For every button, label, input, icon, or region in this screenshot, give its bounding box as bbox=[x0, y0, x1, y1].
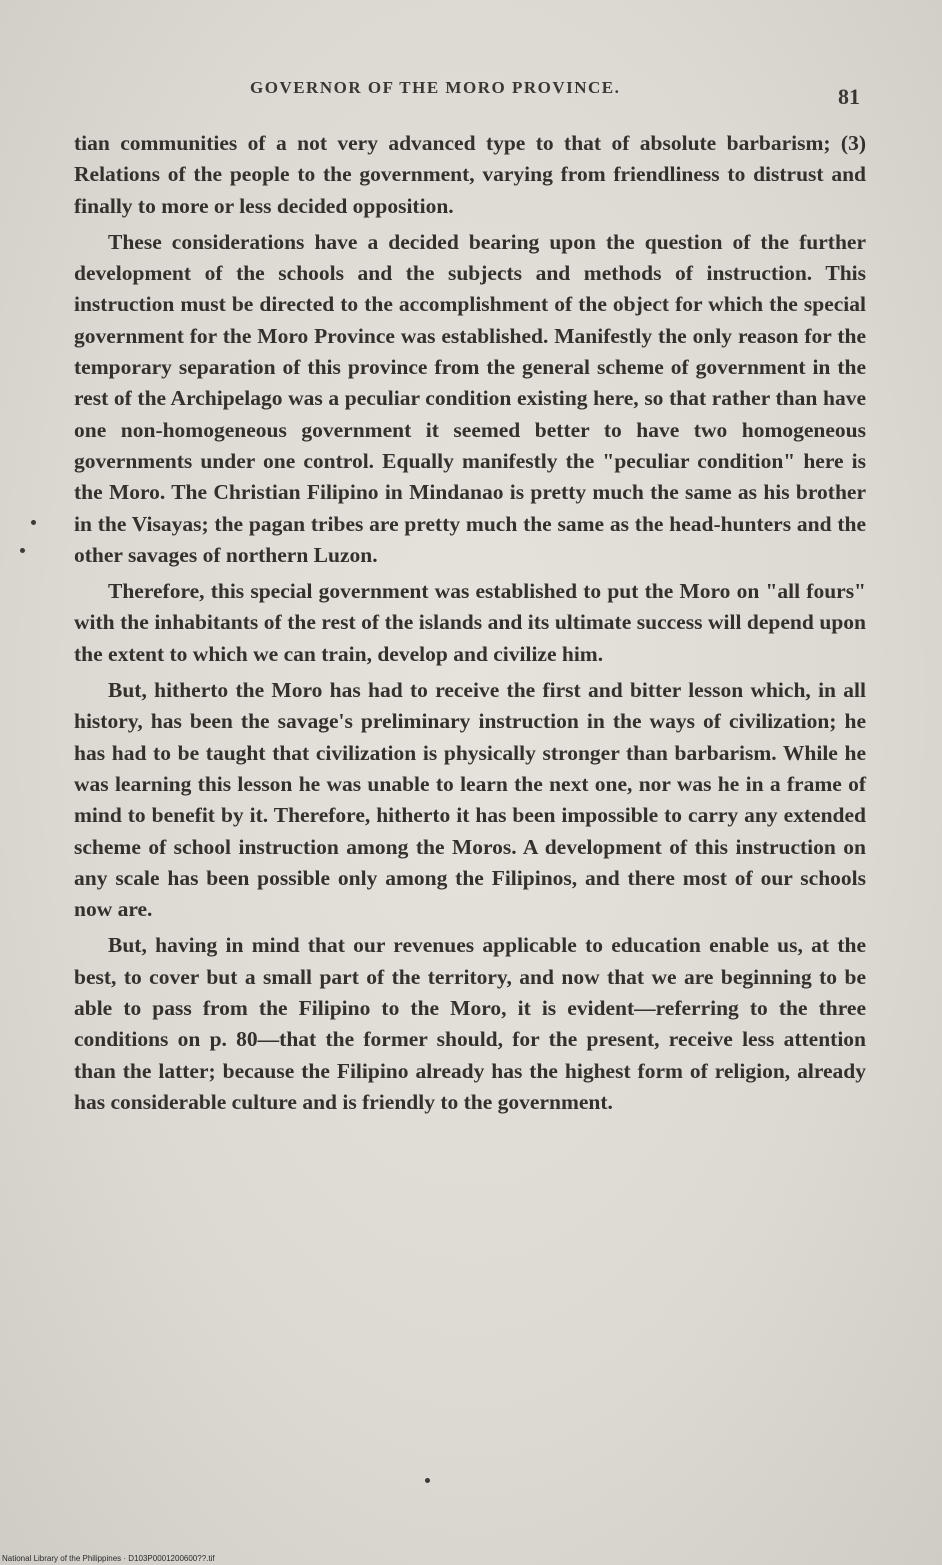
running-head: GOVERNOR OF THE MORO PROVINCE. bbox=[250, 78, 621, 97]
margin-speck bbox=[31, 520, 36, 525]
body-text bbox=[74, 128, 866, 1118]
paragraph-3: Therefore, this special government was established to put the Moro on "all fours" with the inhabitants of the rest of the islands and its ultimate success will depend upon the extent to which we can train, develop and civilize him. bbox=[74, 579, 866, 666]
scan-credit-footer: National Library of the Philippines · D103P0001200600??.tif bbox=[2, 1554, 215, 1563]
paragraph-1: tian communities of a not very advanced type to that of absolute barbarism; (3) Relations of the people to the government, varying from friendliness to distrust and finally to more or less decided opposition. bbox=[74, 131, 866, 218]
paragraph-4: But, hitherto the Moro has had to receive the first and bitter lesson which, in all history, has been the savage's preliminary instruction in the ways of civilization; he has had to be taught that civilization is physically stronger than barbarism. While he was learning this lesson he was unable to learn the next one, nor was he in a frame of mind to benefit by it. Therefore, hitherto it has been impossible to carry any extended scheme of school instruction among the Moros. A development of this instruction on any scale has been possible only among the Filipinos, and there most of our schools now are. bbox=[74, 678, 866, 922]
paragraph-5: But, having in mind that our revenues applicable to education enable us, at the best, to cover but a small part of the territory, and now that we are beginning to be able to pass from the Filipino to the Moro, it is evident—referring to the three conditions on p. 80—that the former should, for the present, receive less attention than the latter; because the Filipino already has the highest form of religion, already has considerable culture and is friendly to the government. bbox=[74, 933, 866, 1114]
margin-speck bbox=[20, 548, 25, 553]
paragraph-2: These considerations have a decided bearing upon the question of the further development of the schools and the subjects and methods of instruction. This instruction must be directed to the accomplishment of the object for which the special government for the Moro Province was established. Manifestly the only reason for the temporary separation of this province from the general scheme of government in the rest of the Archipelago was a peculiar condition existing here, so that rather than have one non-homogeneous government it seemed better to have two homogeneous governments under one control. Equally manifestly the "peculiar condition" here is the Moro. The Christian Filipino in Mindanao is pretty much the same as his brother in the Visayas; the pagan tribes are pretty much the same as the head-hunters and the other savages of northern Luzon. bbox=[74, 229, 866, 567]
bottom-speck bbox=[425, 1478, 430, 1483]
page-number: 81 bbox=[838, 84, 860, 109]
